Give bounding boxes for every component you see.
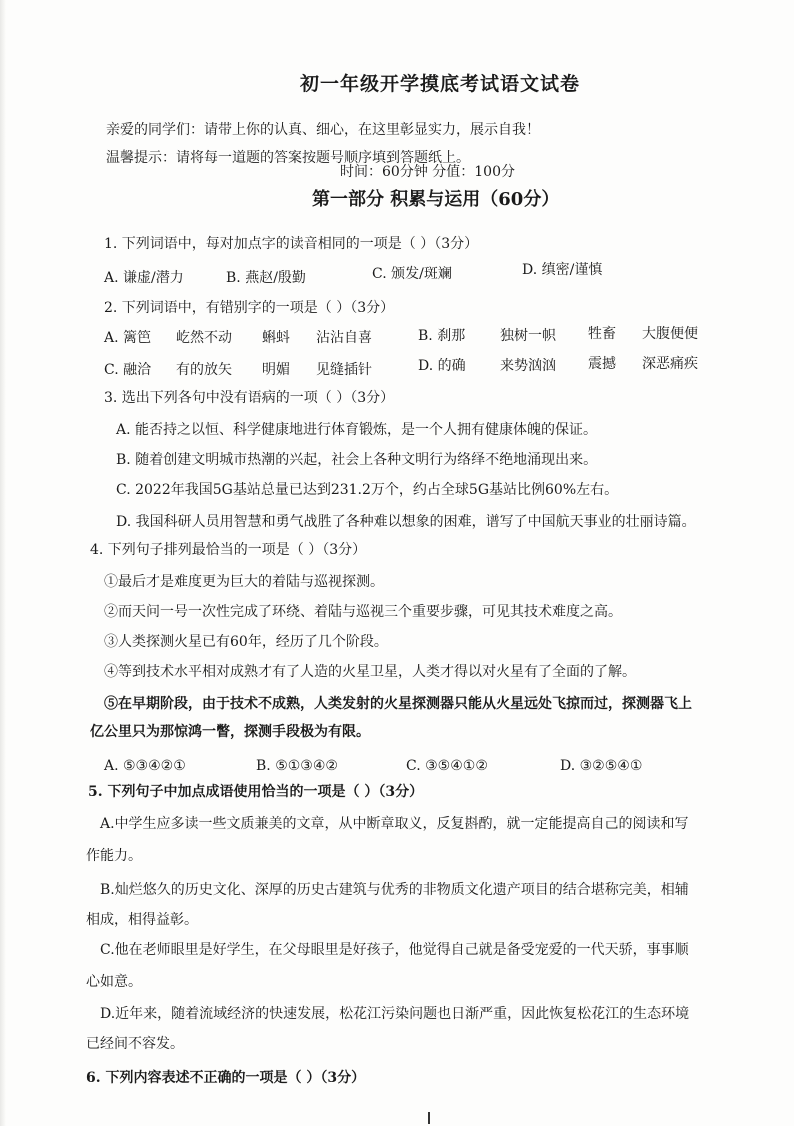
q5-option-a: A.中学生应多读一些文质兼美的文章，从中断章取义，反复斟酌，就一定能提高自己的阅读和写	[100, 816, 689, 832]
q2-word: 牲畜	[588, 326, 616, 342]
q2-word: 来势汹汹	[500, 358, 556, 374]
q4-sentence-4: ④等到技术水平相对成熟才有了人造的火星卫星，人类才得以对火星有了全面的了解。	[104, 664, 636, 680]
q3-option-b: B. 随着创建文明城市热潮的兴起，社会上各种文明行为络绎不绝地涌现出来。	[116, 452, 598, 468]
q5-option-b: B.灿烂悠久的历史文化、深厚的历史古建筑与优秀的非物质文化遗产项目的结合堪称完美，相辅	[100, 882, 689, 898]
q2-word: C. 融洽	[104, 362, 152, 378]
q4-sentence-1: ①最后才是难度更为巨大的着陆与巡视探测。	[104, 574, 384, 590]
q5-option-d-cont: 已经间不容发。	[86, 1036, 184, 1052]
q5-option-c-cont: 心如意。	[86, 974, 142, 990]
q5-option-d: D.近年来，随着流域经济的快速发展，松花江污染问题也日渐严重，因此恢复松花江的生态环境	[100, 1006, 690, 1022]
q5-option-a-cont: 作能力。	[86, 848, 142, 864]
q4-option-b: B. ⑤①③④②	[256, 758, 338, 774]
q4-option-c: C. ③⑤④①②	[406, 758, 488, 774]
q2-word: 大腹便便	[642, 326, 698, 342]
tip: 温馨提示：请将每一道题的答案按题号顺序填到答题纸上。	[106, 150, 470, 166]
q5-stem: 5. 下列句子中加点成语使用恰当的一项是（ ）（3分）	[88, 784, 424, 800]
q2-word: 蝌蚪	[262, 330, 290, 346]
q2-word: D. 的确	[418, 358, 466, 374]
page-mark	[428, 1112, 430, 1124]
greeting: 亲爱的同学们：请带上你的认真、细心，在这里彰显实力，展示自我！	[106, 122, 540, 138]
q5-option-b-cont: 相成，相得益彰。	[86, 912, 198, 928]
scan-edge	[0, 0, 6, 1126]
q4-sentence-5-cont: 亿公里只为那惊鸿一瞥，探测手段极为有限。	[90, 724, 370, 740]
time-score: 时间：60分钟 分值：100分	[340, 164, 515, 180]
q2-word: 独树一帜	[500, 328, 556, 344]
q5-option-c: C.他在老师眼里是好学生，在父母眼里是好孩子，他觉得自己就是备受宠爱的一代天骄，事事顺	[100, 942, 689, 958]
section-heading: 第一部分 积累与运用（60分）	[312, 189, 560, 210]
q1-option-c: C. 颁发/斑斓	[372, 266, 452, 282]
q1-stem: 1. 下列词语中，每对加点字的读音相同的一项是（ ）（3分）	[104, 236, 479, 252]
q4-sentence-2: ②而天问一号一次性完成了环绕、着陆与巡视三个重要步骤，可见其技术难度之高。	[104, 604, 622, 620]
q4-sentence-5: ⑤在早期阶段，由于技术不成熟，人类发射的火星探测器只能从火星远处飞掠而过，探测器飞上	[104, 696, 692, 712]
q1-option-a: A. 谦虚/潜力	[104, 270, 184, 286]
q3-stem: 3. 选出下列各句中没有语病的一项（ ）（3分）	[104, 390, 395, 406]
q4-option-d: D. ③②⑤④①	[560, 758, 643, 774]
q3-option-a: A. 能否持之以恒、科学健康地进行体育锻炼，是一个人拥有健康体魄的保证。	[116, 422, 598, 438]
q2-word: 屹然不动	[176, 330, 232, 346]
q4-option-a: A. ⑤③④②①	[104, 758, 186, 774]
q2-word: 深恶痛疾	[642, 356, 698, 372]
q2-word: B. 刹那	[418, 328, 466, 344]
exam-title: 初一年级开学摸底考试语文试卷	[300, 73, 581, 95]
q2-word: A. 篱笆	[104, 330, 152, 346]
q4-stem: 4. 下列句子排列最恰当的一项是（ ）（3分）	[90, 542, 367, 558]
q2-stem: 2. 下列词语中，有错别字的一项是（ ）（3分）	[104, 300, 395, 316]
q1-option-d: D. 缜密/谨慎	[522, 262, 603, 278]
q6-stem: 6. 下列内容表述不正确的一项是（ ）（3分）	[86, 1070, 366, 1086]
q2-word: 有的放矢	[176, 362, 232, 378]
q2-word: 震撼	[588, 356, 616, 372]
q3-option-c: C. 2022年我国5G基站总量已达到231.2万个，约占全球5G基站比例60%左右。	[116, 482, 619, 498]
q2-word: 明媚	[262, 362, 290, 378]
q4-sentence-3: ③人类探测火星已有60年，经历了几个阶段。	[104, 634, 388, 650]
q2-word: 沾沾自喜	[316, 330, 372, 346]
q1-option-b: B. 燕赵/殷勤	[226, 270, 306, 286]
q2-word: 见缝插针	[316, 362, 372, 378]
q3-option-d: D. 我国科研人员用智慧和勇气战胜了各种难以想象的困难，谱写了中国航天事业的壮丽诗篇。	[116, 514, 696, 530]
